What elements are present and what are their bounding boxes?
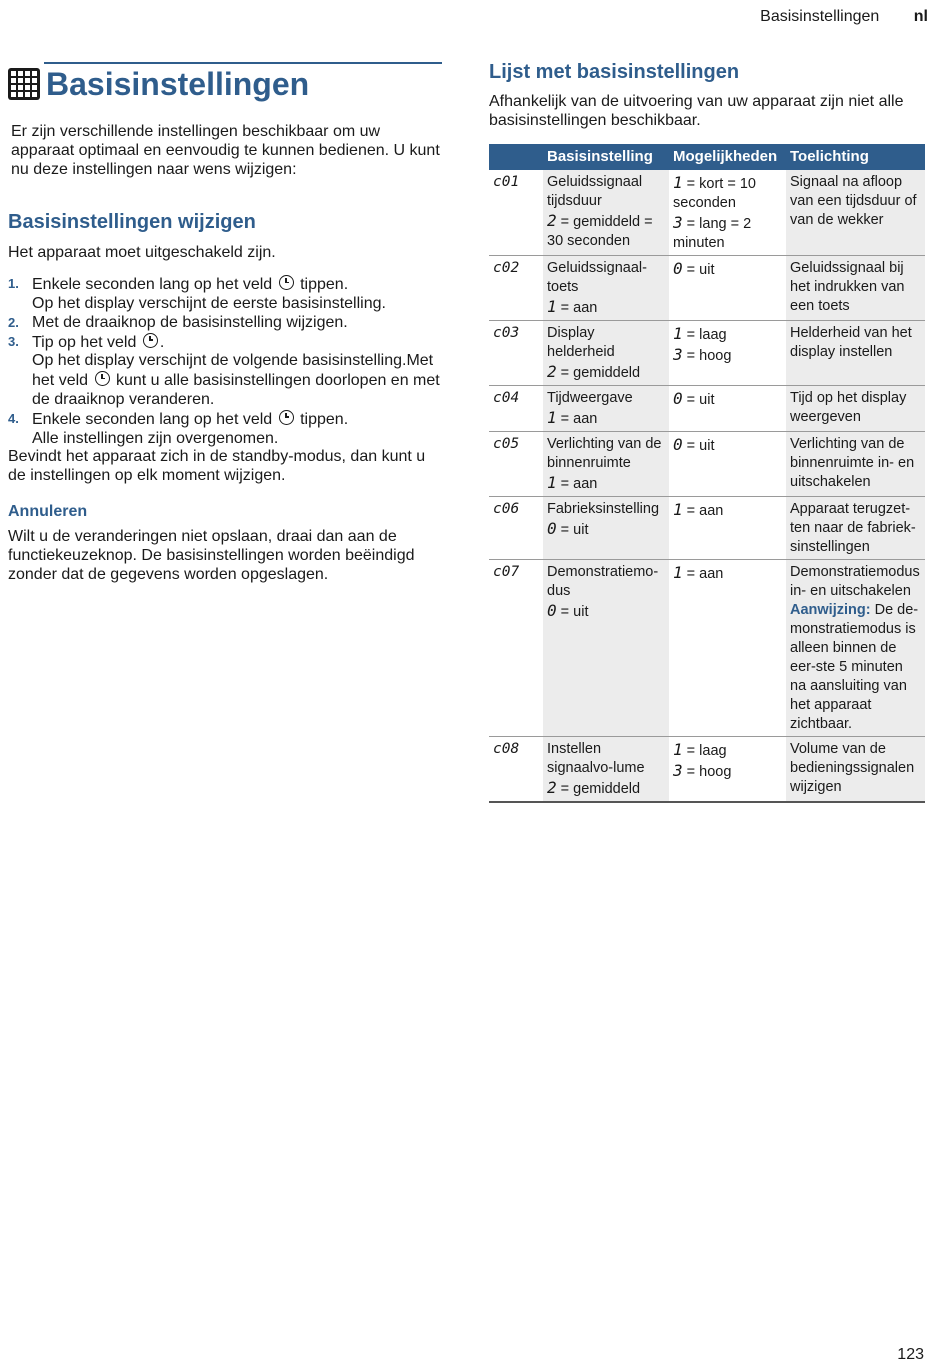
setting-label: Verlichting van de binnenruimte xyxy=(547,435,662,471)
step-text: tippen. xyxy=(300,410,349,428)
step-number: 4. xyxy=(8,410,19,426)
table-header-code xyxy=(489,144,543,170)
default-digit: 1 xyxy=(547,296,557,316)
option-value: = uit xyxy=(686,437,715,454)
setting-label: Instellen signaalvo-lume xyxy=(547,740,645,776)
setting-cell xyxy=(543,255,669,320)
step-2 xyxy=(8,314,442,333)
list-heading: Lijst met basisinstellingen xyxy=(489,61,740,83)
explanation-cell: Volume van de bedieningssignalen wijzigen xyxy=(786,736,925,802)
table-row xyxy=(489,736,925,802)
setting-cell xyxy=(543,320,669,385)
table-header-setting: Basisinstelling xyxy=(543,144,669,170)
table-row xyxy=(489,431,925,496)
default-digit: 2 xyxy=(547,777,557,797)
option-digit: 0 xyxy=(673,388,683,408)
table-row xyxy=(489,170,925,256)
table-row xyxy=(489,559,925,736)
option-value: = hoog xyxy=(686,763,732,780)
default-digit: 2 xyxy=(547,210,557,230)
step-result: kunt u alle basisinstellingen doorlopen en met de draaiknop veranderen. xyxy=(32,372,440,408)
page-title: Basisinstellingen xyxy=(46,66,310,102)
left-column xyxy=(8,62,442,584)
intro-text: Er zijn verschillende instellingen beschikbaar om uw apparaat optimaal en eenvoudig te kunnen bedienen. U kunt nu deze instellingen naar wens wijzigen: xyxy=(11,123,440,178)
explanation-cell: Verlichting van de binnenruimte in- en uitschakelen xyxy=(786,431,925,496)
default-digit: 1 xyxy=(547,407,557,427)
setting-code: c08 xyxy=(489,736,543,802)
right-column xyxy=(489,60,925,803)
explanation-cell: Geluidssignaal bij het indrukken van een toets xyxy=(786,255,925,320)
options-cell xyxy=(669,255,786,320)
setting-code: c04 xyxy=(489,385,543,431)
options-cell xyxy=(669,170,786,256)
setting-label: Demonstratiemo-dus xyxy=(547,563,659,599)
default-value: = gemiddeld xyxy=(560,364,641,381)
setting-code: c02 xyxy=(489,255,543,320)
step-3 xyxy=(8,333,442,410)
step-number: 1. xyxy=(8,276,19,292)
table-header-options: Mogelijkheden xyxy=(669,144,786,170)
settings-grid-icon xyxy=(8,68,40,100)
options-cell xyxy=(669,736,786,802)
step-result: Op het display verschijnt de eerste basisinstelling. xyxy=(32,294,386,312)
option-digit: 1 xyxy=(673,172,683,192)
list-subtext: Afhankelijk van de uitvoering van uw apparaat zijn niet alle basisinstellingen beschikbaar. xyxy=(489,93,904,129)
options-cell xyxy=(669,496,786,559)
default-digit: 2 xyxy=(547,361,557,381)
running-header-language: nl xyxy=(913,8,928,25)
settings-table xyxy=(489,144,925,803)
table-header-row xyxy=(489,144,925,170)
setting-code: c01 xyxy=(489,170,543,256)
explanation-text: Demonstratiemodus in- en uitschakelen xyxy=(790,563,920,599)
option-digit: 1 xyxy=(673,499,683,519)
option-digit: 1 xyxy=(673,562,683,582)
step-number: 2. xyxy=(8,314,19,330)
clock-icon xyxy=(95,371,110,386)
step-number: 3. xyxy=(8,333,19,349)
table-row xyxy=(489,496,925,559)
setting-cell xyxy=(543,170,669,256)
setting-code: c07 xyxy=(489,559,543,736)
default-value: = aan xyxy=(560,475,598,492)
option-value: = laag xyxy=(686,326,727,343)
explanation-cell xyxy=(786,559,925,736)
option-value: = uit xyxy=(686,261,715,278)
step-result: Alle instellingen zijn overgenomen. xyxy=(32,429,279,447)
option-value: = hoog xyxy=(686,347,732,364)
table-header-explanation: Toelichting xyxy=(786,144,925,170)
table-row xyxy=(489,320,925,385)
setting-label: Display helderheid xyxy=(547,324,615,360)
default-value: = aan xyxy=(560,299,598,316)
running-header xyxy=(760,8,928,26)
step-text: Met de draaiknop de basisinstelling wijzigen. xyxy=(32,313,348,331)
setting-code: c03 xyxy=(489,320,543,385)
steps-list xyxy=(8,275,442,448)
option-digit: 3 xyxy=(673,212,683,232)
step-text: tippen. xyxy=(300,276,349,294)
default-value: = gemiddeld xyxy=(560,780,641,797)
title-row xyxy=(8,64,442,104)
setting-cell xyxy=(543,559,669,736)
default-value: = gemiddeld = 30 seconden xyxy=(547,213,653,249)
clock-icon xyxy=(279,410,294,425)
option-digit: 1 xyxy=(673,323,683,343)
cancel-text: Wilt u de veranderingen niet opslaan, draai dan aan de functiekeuzeknop. De basisinstellingen worden beëindigd zonder dat de gegevens worden opgeslagen. xyxy=(8,527,415,583)
setting-label: Geluidssignaal tijdsduur xyxy=(547,173,643,209)
setting-label: Tijdweergave xyxy=(547,389,633,406)
step-text: . xyxy=(159,333,165,351)
option-digit: 3 xyxy=(673,344,683,364)
option-value: = uit xyxy=(686,391,715,408)
default-digit: 1 xyxy=(547,472,557,492)
setting-cell xyxy=(543,431,669,496)
setting-cell xyxy=(543,736,669,802)
option-value: = laag xyxy=(686,742,727,759)
option-value: = aan xyxy=(686,502,724,519)
options-cell xyxy=(669,320,786,385)
option-value: = kort = 10 seconden xyxy=(673,175,756,211)
setting-cell xyxy=(543,496,669,559)
explanation-cell: Signaal na afloop van een tijdsduur of van de wekker xyxy=(786,170,925,256)
running-header-section: Basisinstellingen xyxy=(760,8,880,25)
explanation-cell: Tijd op het display weergeven xyxy=(786,385,925,431)
setting-label: Fabrieksinstelling xyxy=(547,500,660,517)
note-text: De de-monstratiemodus is alleen binnen de eer-ste 5 minuten na aansluiting van het apparaat zichtbaar. xyxy=(790,601,919,732)
step-text: Enkele seconden lang op het veld xyxy=(32,276,273,294)
option-digit: 3 xyxy=(673,760,683,780)
default-value: = uit xyxy=(560,521,589,538)
setting-cell xyxy=(543,385,669,431)
cancel-heading: Annuleren xyxy=(8,502,88,520)
option-digit: 0 xyxy=(673,434,683,454)
default-digit: 0 xyxy=(547,600,557,620)
precondition-text: Het apparaat moet uitgeschakeld zijn. xyxy=(8,244,276,262)
clock-icon xyxy=(279,275,294,290)
clock-icon xyxy=(143,333,158,348)
table-row xyxy=(489,255,925,320)
setting-label: Geluidssignaal-toets xyxy=(547,259,647,295)
default-digit: 0 xyxy=(547,518,557,538)
table-row xyxy=(489,385,925,431)
note-label: Aanwijzing: xyxy=(790,601,871,618)
explanation-cell: Apparaat terugzet-ten naar de fabriek-sinstellingen xyxy=(786,496,925,559)
explanation-cell: Helderheid van het display instellen xyxy=(786,320,925,385)
option-digit: 1 xyxy=(673,739,683,759)
options-cell xyxy=(669,431,786,496)
options-cell xyxy=(669,385,786,431)
step-4 xyxy=(8,410,442,449)
change-heading: Basisinstellingen wijzigen xyxy=(8,211,256,234)
option-value: = aan xyxy=(686,565,724,582)
standby-note: Bevindt het apparaat zich in de standby-modus, dan kunt u de instellingen op elk moment wijzigen. xyxy=(8,448,426,485)
setting-code: c06 xyxy=(489,496,543,559)
page-number: 123 xyxy=(897,1346,924,1363)
default-value: = uit xyxy=(560,603,589,620)
default-value: = aan xyxy=(560,410,598,427)
step-1 xyxy=(8,275,442,314)
step-text: Tip op het veld xyxy=(32,333,137,351)
option-digit: 0 xyxy=(673,258,683,278)
step-result: Op het display verschijnt de volgende basisinstelling.Met het veld xyxy=(32,352,434,390)
options-cell xyxy=(669,559,786,736)
setting-code: c05 xyxy=(489,431,543,496)
option-value: = lang = 2 minuten xyxy=(673,215,752,251)
step-text: Enkele seconden lang op het veld xyxy=(32,410,273,428)
